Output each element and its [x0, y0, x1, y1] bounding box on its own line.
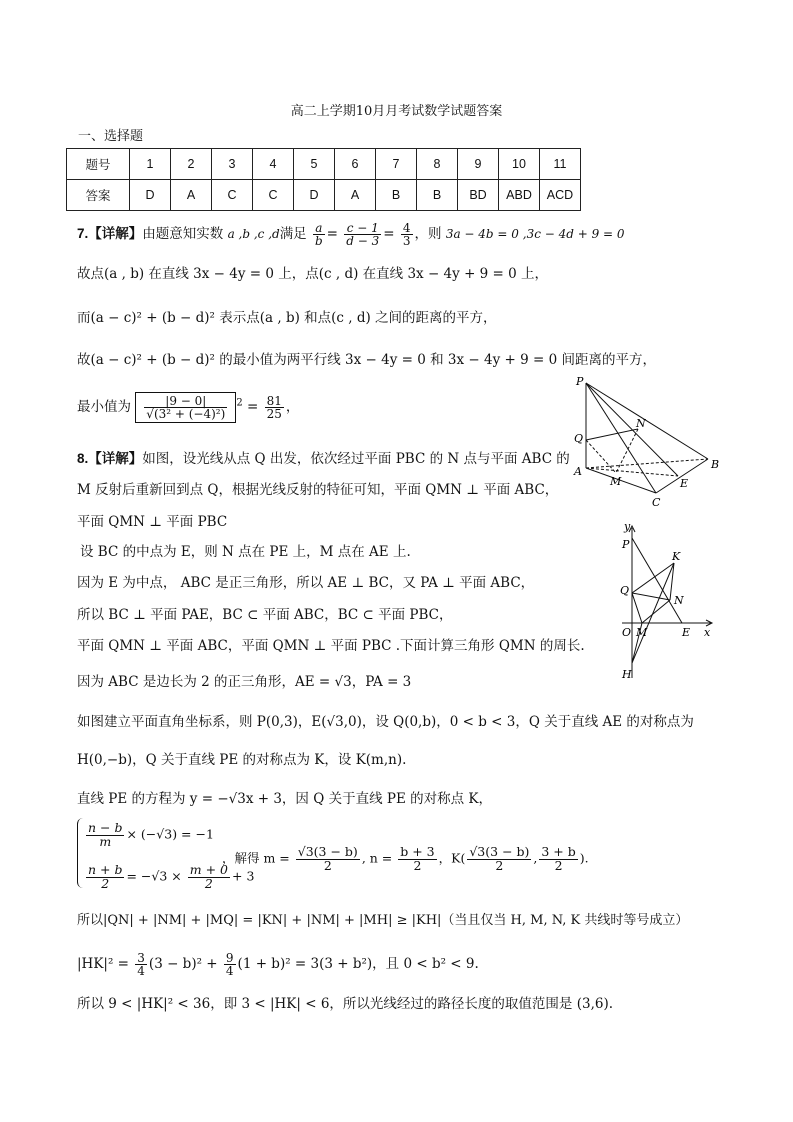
label-K: K	[672, 550, 681, 563]
answer-cell: ABD	[499, 180, 540, 211]
segment-QN	[586, 429, 638, 440]
table-row	[67, 180, 581, 211]
answer-table	[66, 148, 581, 211]
label-P: P	[576, 375, 584, 388]
segment-NM	[642, 600, 670, 623]
number-cell: 5	[294, 149, 335, 180]
answer-cell: D	[130, 180, 171, 211]
label-M: M	[610, 475, 622, 488]
label-O: O	[622, 626, 632, 639]
number-cell: 4	[253, 149, 294, 180]
label-E: E	[680, 477, 689, 490]
number-cell: 2	[171, 149, 212, 180]
answer-cell: BD	[458, 180, 499, 211]
system-eq-1: $\frac{n - b}{m}$ × (−√3) = −1	[88, 820, 214, 849]
edge-PB	[586, 383, 708, 459]
number-cell: 10	[499, 149, 540, 180]
q8-line-4: 设 BC 的中点为 E，则 N 点在 PE 上，M 点在 AE 上.	[80, 544, 411, 560]
header-cell: 题号	[67, 149, 130, 180]
label-y: y	[624, 520, 631, 533]
segment-QN	[632, 593, 670, 600]
q8-line-13: |HK|² = $\frac{3}{4}$ (3 − b)² + $\frac{9}{4}$ (1 + b)² = 3(3 + b²)，且 0 < b² < 9.	[77, 951, 479, 978]
table-row	[67, 149, 581, 180]
answer-cell: A	[335, 180, 376, 211]
answer-cell: D	[294, 180, 335, 211]
q8-line-5: 因为 E 为中点， ABC 是正三角形，所以 AE ⊥ BC，又 PA ⊥ 平面 ABC，	[77, 575, 535, 591]
pyramid-figure	[570, 375, 720, 510]
number-cell: 9	[458, 149, 499, 180]
number-cell: 6	[335, 149, 376, 180]
label-N: N	[636, 417, 646, 430]
segment-AE-hidden	[586, 468, 678, 476]
q8-line-6: 所以 BC ⊥ 平面 PAE，BC ⊂ 平面 ABC，BC ⊂ 平面 PBC，	[77, 607, 453, 623]
q7-line-4: 故(a − c)² + (b − d)² 的最小值为两平行线 3x − 4y = 0 和 3x − 4y + 9 = 0 间距离的平方，	[77, 352, 656, 368]
label-x: x	[704, 626, 711, 639]
segment-QM	[632, 593, 642, 623]
label-E: E	[682, 626, 691, 639]
answer-cell: C	[253, 180, 294, 211]
solution-line: ，解得 m = $\frac{√3(3 - b)}{2}$ , n = $\frac{b + 3}{2}$ ，K( $\frac{√3(3 - b)}{2}$ , $\frac{3 + b}{2}$ ).	[222, 844, 589, 873]
label-P: P	[622, 538, 630, 551]
segment-PE	[586, 383, 678, 476]
label-C: C	[652, 496, 661, 509]
label-B: B	[711, 458, 720, 471]
q8-line-7: 平面 QMN ⊥ 平面 ABC，平面 QMN ⊥ 平面 PBC .下面计算三角形 QMN 的周长.	[77, 638, 585, 654]
answer-cell: B	[376, 180, 417, 211]
number-cell: 3	[212, 149, 253, 180]
label-Q: Q	[574, 432, 584, 445]
label-Q: Q	[620, 584, 630, 597]
page-title: 高二上学期10月月考试数学试题答案	[290, 104, 503, 119]
number-cell: 7	[376, 149, 417, 180]
q7-line-3: 而(a − c)² + (b − d)² 表示点(a , b) 和点(c , d) 之间的距离的平方，	[77, 310, 497, 326]
q8-line-1: 8.【详解】如图，设光线从点 Q 出发，依次经过平面 PBC 的 N 点与平面 ABC 的	[77, 451, 570, 467]
coordinate-figure	[612, 518, 722, 683]
label-N: N	[674, 594, 684, 607]
answer-cell: C	[212, 180, 253, 211]
q7-line-5: 最小值为 $\frac{|9 - 0|}{\text{√(3² + (−4)²)}}$ $^2$ = $\frac{81}{25}$ ，	[77, 394, 300, 421]
section-heading: 一、选择题	[78, 129, 144, 144]
label-M: M	[636, 626, 648, 639]
q8-line-11: 直线 PE 的方程为 y = −√3x + 3，因 Q 关于直线 PE 的对称点 K，	[77, 791, 492, 807]
answer-cell: A	[171, 180, 212, 211]
q8-line-9: 如图建立平面直角坐标系，则 P(0,3)，E(√3,0)，设 Q(0,b)，0 < b < 3，Q 关于直线 AE 的对称点为	[77, 714, 694, 730]
q7-line-1: 7.【详解】由题意知实数 a ,b ,c ,d满足 $\frac{a}{b}$ = $\frac{c - 1}{d - 3}$ = $\frac{4}{3}$ ，则 3a − 4b = 0 ,3c − 4d + 9 = 0	[77, 221, 625, 248]
label-A: A	[574, 465, 582, 478]
answer-cell: ACD	[540, 180, 581, 211]
q8-line-8: 因为 ABC 是边长为 2 的正三角形，AE = √3，PA = 3	[77, 674, 412, 690]
q8-line-10: H(0,−b)，Q 关于直线 PE 的对称点为 K，设 K(m,n).	[77, 752, 407, 768]
q7-line-2: 故点(a , b) 在直线 3x − 4y = 0 上，点(c , d) 在直线 3x − 4y + 9 = 0 上，	[77, 266, 549, 282]
q8-line-12: 所以|QN| + |NM| + |MQ| = |KN| + |NM| + |MH| ≥ |KH|（当且仅当 H, M, N, K 共线时等号成立）	[77, 913, 689, 928]
q8-line-14: 所以 9 < |HK|² < 36，即 3 < |HK| < 6，所以光线经过的路径长度的取值范围是 (3,6).	[77, 996, 614, 1012]
q8-line-3: 平面 QMN ⊥ 平面 PBC	[77, 514, 228, 530]
answer-cell: B	[417, 180, 458, 211]
label-H: H	[622, 668, 632, 681]
number-cell: 1	[130, 149, 171, 180]
system-eq-2: $\frac{n + b}{2}$ = −√3 × $\frac{m + 0}{2}$ + 3	[88, 862, 255, 891]
header-cell: 答案	[67, 180, 130, 211]
number-cell: 8	[417, 149, 458, 180]
segment-QM-hidden	[586, 440, 616, 473]
number-cell: 11	[540, 149, 581, 180]
q8-line-2: M 反射后重新回到点 Q，根据光线反射的特征可知，平面 QMN ⊥ 平面 ABC，	[77, 482, 559, 498]
